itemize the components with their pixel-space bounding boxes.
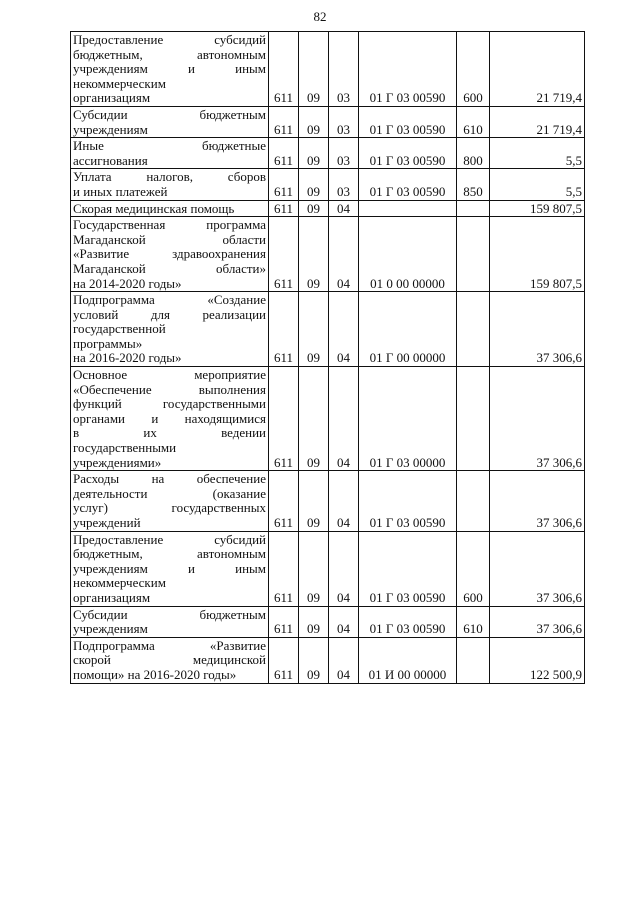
row-name-line: в их ведении	[73, 425, 266, 441]
table-row	[71, 138, 585, 169]
target-article-cell: 01 Г 03 00590	[359, 106, 457, 137]
row-name-line: Предоставление субсидий	[73, 32, 266, 47]
section-code-cell: 09	[299, 367, 329, 471]
row-name-line: и иных платежей	[73, 183, 168, 199]
subsection-code-cell: 03	[329, 32, 359, 107]
subsection-code-cell: 04	[329, 606, 359, 637]
table-row	[71, 200, 585, 217]
amount-cell: 37 306,6	[490, 531, 585, 606]
row-name-line: государственной	[73, 321, 166, 337]
amount-cell: 122 500,9	[490, 637, 585, 683]
target-article-cell: 01 Г 03 00590	[359, 32, 457, 107]
row-name-line: некоммерческим	[73, 575, 166, 591]
expense-type-cell	[457, 200, 490, 217]
row-name-line: на 2014-2020 годы»	[73, 275, 182, 291]
row-name-line: бюджетным, автономным	[73, 46, 266, 62]
row-name-cell	[71, 531, 269, 606]
table-body	[71, 32, 585, 684]
row-name-cell	[71, 138, 269, 169]
section-code-cell: 09	[299, 169, 329, 200]
section-code-cell: 09	[299, 471, 329, 531]
table-row	[71, 169, 585, 200]
table-row	[71, 217, 585, 292]
section-code-cell: 09	[299, 606, 329, 637]
expense-type-cell	[457, 367, 490, 471]
budget-table	[70, 31, 585, 684]
row-name-cell	[71, 217, 269, 292]
row-name-line: учреждениям	[73, 621, 148, 637]
department-code-cell: 611	[269, 367, 299, 471]
row-name-line: Государственная программа	[73, 217, 266, 233]
amount-cell: 37 306,6	[490, 292, 585, 367]
amount-cell: 159 807,5	[490, 200, 585, 217]
row-name-line: некоммерческим	[73, 75, 166, 91]
section-code-cell: 09	[299, 138, 329, 169]
row-name-line: функций государственными	[73, 396, 266, 412]
expense-type-cell	[457, 292, 490, 367]
amount-cell: 5,5	[490, 138, 585, 169]
row-name-cell	[71, 606, 269, 637]
department-code-cell: 611	[269, 200, 299, 217]
row-name-line: скорой медицинской	[73, 652, 266, 668]
row-name-line: «Развитие здравоохранения	[73, 246, 266, 262]
row-name-line: Основное мероприятие	[73, 367, 266, 383]
section-code-cell: 09	[299, 531, 329, 606]
row-name-cell	[71, 169, 269, 200]
subsection-code-cell: 04	[329, 637, 359, 683]
department-code-cell: 611	[269, 292, 299, 367]
row-name-line: программы»	[73, 335, 143, 351]
row-name-cell	[71, 637, 269, 683]
amount-cell: 159 807,5	[490, 217, 585, 292]
amount-cell: 21 719,4	[490, 32, 585, 107]
row-name-line: ассигнования	[73, 152, 148, 168]
row-name-line: учреждениям и иным	[73, 560, 266, 576]
department-code-cell: 611	[269, 138, 299, 169]
page-number: 82	[313, 9, 327, 24]
row-name-line: учреждениями»	[73, 454, 162, 470]
row-name-cell	[71, 200, 269, 217]
row-name-line: Подпрограмма «Развитие	[73, 637, 266, 653]
section-code-cell: 09	[299, 217, 329, 292]
table-row	[71, 471, 585, 531]
department-code-cell: 611	[269, 32, 299, 107]
section-code-cell: 09	[299, 637, 329, 683]
subsection-code-cell: 04	[329, 367, 359, 471]
amount-cell: 5,5	[490, 169, 585, 200]
table-row	[71, 531, 585, 606]
expense-type-cell	[457, 471, 490, 531]
target-article-cell: 01 Г 03 00000	[359, 367, 457, 471]
amount-cell: 37 306,6	[490, 367, 585, 471]
expense-type-cell: 600	[457, 531, 490, 606]
row-name-line: Субсидии бюджетным	[73, 106, 266, 122]
row-name-line: деятельности (оказание	[73, 485, 266, 501]
section-code-cell: 09	[299, 32, 329, 107]
department-code-cell: 611	[269, 106, 299, 137]
row-name-line: Магаданской области	[73, 231, 266, 247]
target-article-cell	[359, 200, 457, 217]
row-name-cell	[71, 106, 269, 137]
row-name-cell	[71, 32, 269, 107]
target-article-cell: 01 Г 03 00590	[359, 471, 457, 531]
row-name-line: организациям	[73, 589, 151, 605]
subsection-code-cell: 04	[329, 292, 359, 367]
row-name-line: Скорая медицинская помощь	[73, 200, 235, 216]
row-name-cell	[71, 292, 269, 367]
expense-type-cell: 850	[457, 169, 490, 200]
department-code-cell: 611	[269, 606, 299, 637]
expense-type-cell	[457, 637, 490, 683]
table-row	[71, 637, 585, 683]
subsection-code-cell: 03	[329, 138, 359, 169]
target-article-cell: 01 0 00 00000	[359, 217, 457, 292]
row-name-cell	[71, 471, 269, 531]
expense-type-cell	[457, 217, 490, 292]
subsection-code-cell: 04	[329, 217, 359, 292]
department-code-cell: 611	[269, 637, 299, 683]
target-article-cell: 01 Г 00 00000	[359, 292, 457, 367]
expense-type-cell: 800	[457, 138, 490, 169]
expense-type-cell: 600	[457, 32, 490, 107]
row-name-line: услуг) государственных	[73, 500, 266, 516]
row-name-cell	[71, 367, 269, 471]
subsection-code-cell: 03	[329, 106, 359, 137]
row-name-line: Субсидии бюджетным	[73, 606, 266, 622]
amount-cell: 37 306,6	[490, 471, 585, 531]
department-code-cell: 611	[269, 531, 299, 606]
subsection-code-cell: 03	[329, 169, 359, 200]
row-name-line: органами и находящимися	[73, 410, 266, 426]
target-article-cell: 01 Г 03 00590	[359, 169, 457, 200]
row-name-line: учреждений	[73, 515, 141, 530]
row-name-line: Расходы на обеспечение	[73, 471, 266, 487]
row-name-line: Предоставление субсидий	[73, 531, 266, 547]
table-row	[71, 367, 585, 471]
row-name-line: «Обеспечение выполнения	[73, 381, 266, 397]
row-name-line: условий для реализации	[73, 306, 266, 322]
amount-cell: 37 306,6	[490, 606, 585, 637]
subsection-code-cell: 04	[329, 531, 359, 606]
row-name-line: организациям	[73, 90, 151, 106]
expense-type-cell: 610	[457, 106, 490, 137]
table-row	[71, 292, 585, 367]
expense-type-cell: 610	[457, 606, 490, 637]
row-name-line: бюджетным, автономным	[73, 546, 266, 562]
department-code-cell: 611	[269, 471, 299, 531]
row-name-line: государственными	[73, 440, 177, 456]
row-name-line: Уплата налогов, сборов	[73, 169, 266, 185]
table-row	[71, 32, 585, 107]
row-name-line: Магаданской области»	[73, 260, 266, 276]
row-name-line: учреждениям	[73, 121, 148, 137]
target-article-cell: 01 Г 03 00590	[359, 531, 457, 606]
row-name-line: учреждениям и иным	[73, 61, 266, 77]
row-name-line: Иные бюджетные	[73, 138, 266, 154]
target-article-cell: 01 Г 03 00590	[359, 606, 457, 637]
department-code-cell: 611	[269, 217, 299, 292]
target-article-cell: 01 И 00 00000	[359, 637, 457, 683]
row-name-line: помощи» на 2016-2020 годы»	[73, 666, 237, 682]
section-code-cell: 09	[299, 106, 329, 137]
table-row	[71, 606, 585, 637]
row-name-line: на 2016-2020 годы»	[73, 350, 182, 366]
section-code-cell: 09	[299, 200, 329, 217]
table-row	[71, 106, 585, 137]
row-name-line: Подпрограмма «Создание	[73, 292, 266, 308]
subsection-code-cell: 04	[329, 200, 359, 217]
target-article-cell: 01 Г 03 00590	[359, 138, 457, 169]
amount-cell: 21 719,4	[490, 106, 585, 137]
subsection-code-cell: 04	[329, 471, 359, 531]
department-code-cell: 611	[269, 169, 299, 200]
section-code-cell: 09	[299, 292, 329, 367]
